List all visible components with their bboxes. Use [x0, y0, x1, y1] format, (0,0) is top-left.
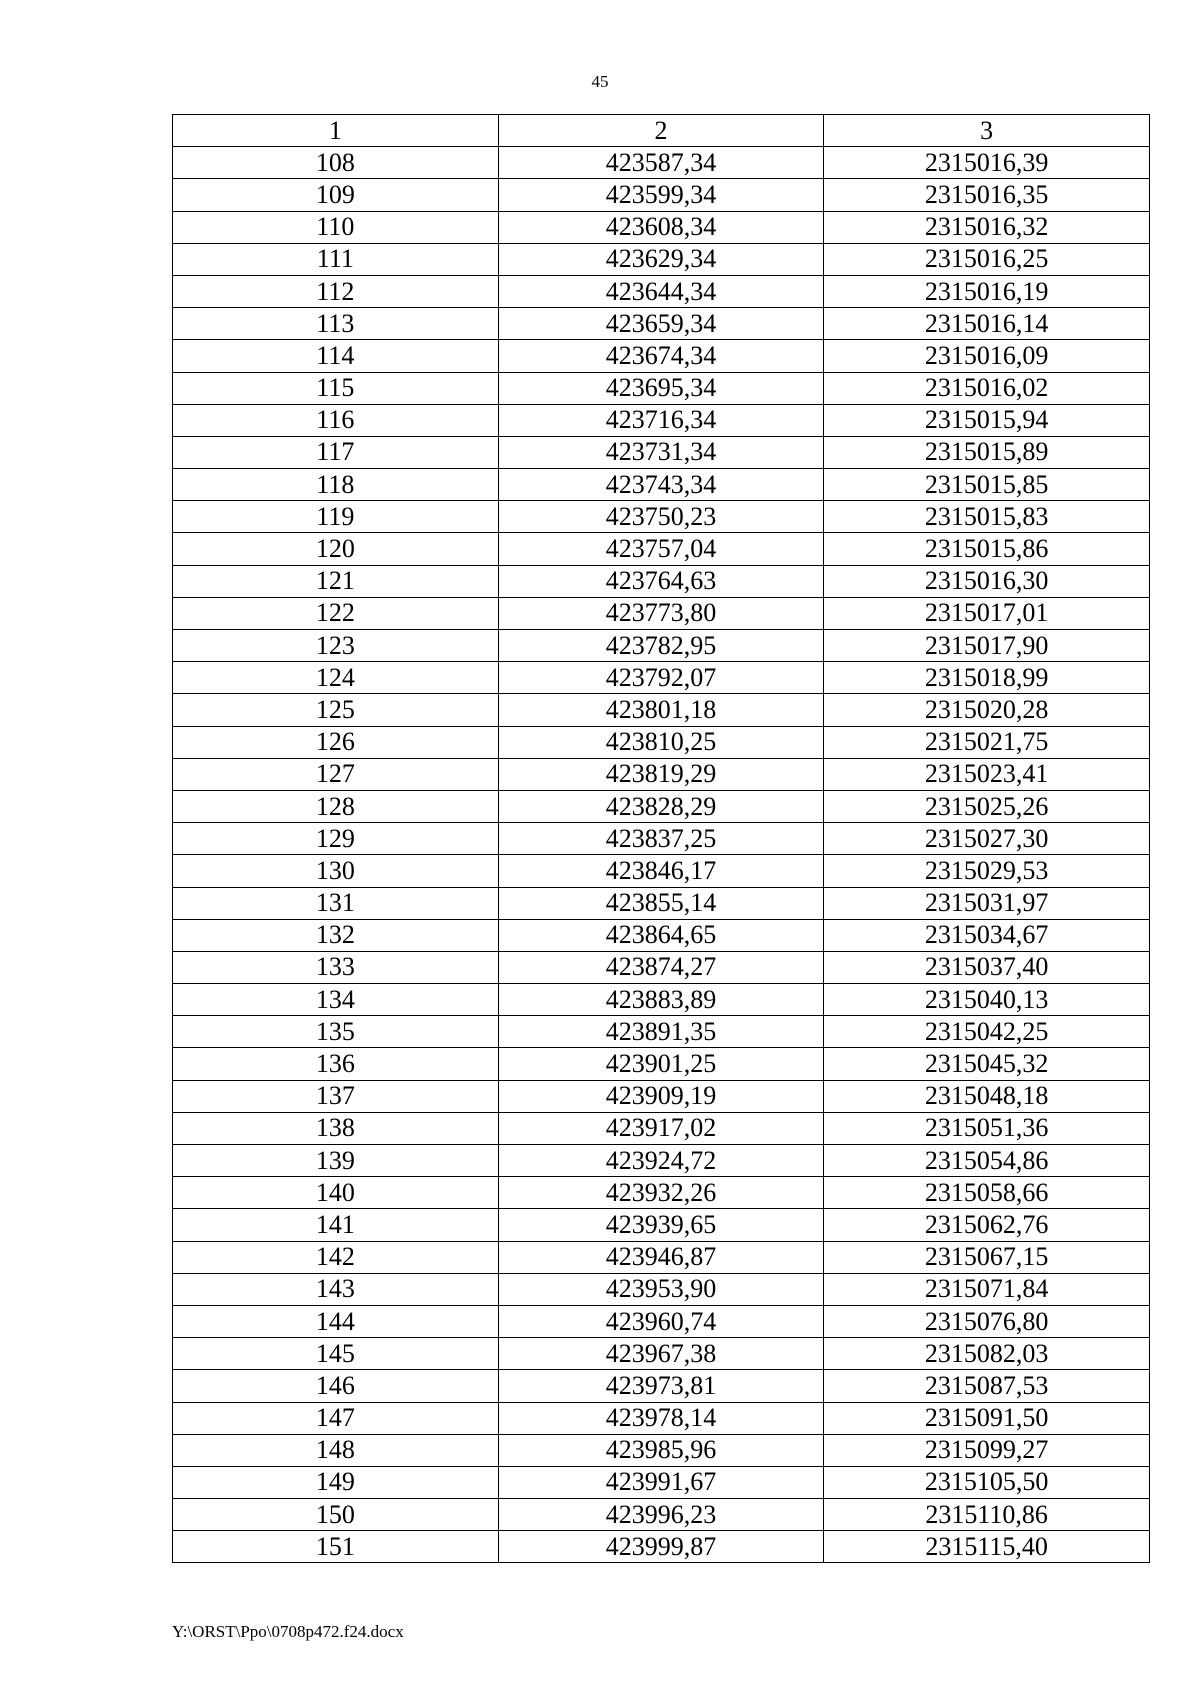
x-coordinate-cell: 423743,34 [498, 469, 824, 501]
x-coordinate-cell: 423695,34 [498, 372, 824, 404]
x-coordinate-cell: 423629,34 [498, 243, 824, 275]
y-coordinate-cell: 2315018,99 [824, 662, 1150, 694]
point-number-cell: 131 [173, 887, 499, 919]
x-coordinate-cell: 423891,35 [498, 1016, 824, 1048]
table-row [173, 372, 1150, 404]
table-row [173, 1145, 1150, 1177]
point-number-cell: 119 [173, 501, 499, 533]
table-row [173, 758, 1150, 790]
column-header-3: 3 [824, 115, 1150, 147]
table-row [173, 404, 1150, 436]
table-row [173, 1209, 1150, 1241]
table-row [173, 790, 1150, 822]
point-number-cell: 127 [173, 758, 499, 790]
point-number-cell: 112 [173, 275, 499, 307]
y-coordinate-cell: 2315045,32 [824, 1048, 1150, 1080]
table-row [173, 1273, 1150, 1305]
y-coordinate-cell: 2315071,84 [824, 1273, 1150, 1305]
point-number-cell: 126 [173, 726, 499, 758]
point-number-cell: 115 [173, 372, 499, 404]
y-coordinate-cell: 2315015,89 [824, 436, 1150, 468]
table-row [173, 726, 1150, 758]
table-row [173, 243, 1150, 275]
y-coordinate-cell: 2315016,14 [824, 308, 1150, 340]
table-row [173, 823, 1150, 855]
y-coordinate-cell: 2315082,03 [824, 1338, 1150, 1370]
y-coordinate-cell: 2315105,50 [824, 1466, 1150, 1498]
y-coordinate-cell: 2315040,13 [824, 984, 1150, 1016]
y-coordinate-cell: 2315025,26 [824, 790, 1150, 822]
point-number-cell: 141 [173, 1209, 499, 1241]
table-header-row [173, 115, 1150, 147]
x-coordinate-cell: 423874,27 [498, 951, 824, 983]
y-coordinate-cell: 2315015,94 [824, 404, 1150, 436]
point-number-cell: 148 [173, 1434, 499, 1466]
x-coordinate-cell: 423953,90 [498, 1273, 824, 1305]
point-number-cell: 130 [173, 855, 499, 887]
table-row [173, 1531, 1150, 1563]
point-number-cell: 108 [173, 147, 499, 179]
page-number: 45 [591, 72, 609, 91]
y-coordinate-cell: 2315051,36 [824, 1112, 1150, 1144]
y-coordinate-cell: 2315016,32 [824, 211, 1150, 243]
point-number-cell: 129 [173, 823, 499, 855]
y-coordinate-cell: 2315015,83 [824, 501, 1150, 533]
table-row [173, 1402, 1150, 1434]
y-coordinate-cell: 2315015,86 [824, 533, 1150, 565]
y-coordinate-cell: 2315076,80 [824, 1305, 1150, 1337]
point-number-cell: 120 [173, 533, 499, 565]
x-coordinate-cell: 423608,34 [498, 211, 824, 243]
x-coordinate-cell: 423917,02 [498, 1112, 824, 1144]
point-number-cell: 144 [173, 1305, 499, 1337]
y-coordinate-cell: 2315016,02 [824, 372, 1150, 404]
x-coordinate-cell: 423837,25 [498, 823, 824, 855]
x-coordinate-cell: 423901,25 [498, 1048, 824, 1080]
point-number-cell: 133 [173, 951, 499, 983]
y-coordinate-cell: 2315027,30 [824, 823, 1150, 855]
y-coordinate-cell: 2315031,97 [824, 887, 1150, 919]
table-row [173, 179, 1150, 211]
x-coordinate-cell: 423985,96 [498, 1434, 824, 1466]
x-coordinate-cell: 423716,34 [498, 404, 824, 436]
y-coordinate-cell: 2315099,27 [824, 1434, 1150, 1466]
x-coordinate-cell: 423960,74 [498, 1305, 824, 1337]
x-coordinate-cell: 423674,34 [498, 340, 824, 372]
table-row [173, 533, 1150, 565]
x-coordinate-cell: 423644,34 [498, 275, 824, 307]
table-row [173, 211, 1150, 243]
table-row [173, 984, 1150, 1016]
point-number-cell: 128 [173, 790, 499, 822]
point-number-cell: 116 [173, 404, 499, 436]
table-row [173, 951, 1150, 983]
y-coordinate-cell: 2315016,30 [824, 565, 1150, 597]
x-coordinate-cell: 423750,23 [498, 501, 824, 533]
table-row [173, 1241, 1150, 1273]
table-row [173, 308, 1150, 340]
table-row [173, 630, 1150, 662]
x-coordinate-cell: 423999,87 [498, 1531, 824, 1563]
table-row [173, 147, 1150, 179]
x-coordinate-cell: 423946,87 [498, 1241, 824, 1273]
table-header [173, 115, 1150, 147]
x-coordinate-cell: 423855,14 [498, 887, 824, 919]
y-coordinate-cell: 2315021,75 [824, 726, 1150, 758]
y-coordinate-cell: 2315042,25 [824, 1016, 1150, 1048]
x-coordinate-cell: 423883,89 [498, 984, 824, 1016]
y-coordinate-cell: 2315016,35 [824, 179, 1150, 211]
x-coordinate-cell: 423864,65 [498, 919, 824, 951]
y-coordinate-cell: 2315058,66 [824, 1177, 1150, 1209]
x-coordinate-cell: 423846,17 [498, 855, 824, 887]
table-row [173, 1370, 1150, 1402]
point-number-cell: 139 [173, 1145, 499, 1177]
table-row [173, 275, 1150, 307]
point-number-cell: 146 [173, 1370, 499, 1402]
footer-file-path: Y:\ORST\Ppo\0708p472.f24.docx [172, 1622, 404, 1641]
y-coordinate-cell: 2315087,53 [824, 1370, 1150, 1402]
y-coordinate-cell: 2315054,86 [824, 1145, 1150, 1177]
point-number-cell: 138 [173, 1112, 499, 1144]
table-row [173, 1434, 1150, 1466]
x-coordinate-cell: 423587,34 [498, 147, 824, 179]
x-coordinate-cell: 423939,65 [498, 1209, 824, 1241]
point-number-cell: 111 [173, 243, 499, 275]
table-row [173, 469, 1150, 501]
point-number-cell: 113 [173, 308, 499, 340]
point-number-cell: 132 [173, 919, 499, 951]
x-coordinate-cell: 423819,29 [498, 758, 824, 790]
point-number-cell: 136 [173, 1048, 499, 1080]
y-coordinate-cell: 2315110,86 [824, 1499, 1150, 1531]
x-coordinate-cell: 423909,19 [498, 1080, 824, 1112]
point-number-cell: 110 [173, 211, 499, 243]
y-coordinate-cell: 2315016,25 [824, 243, 1150, 275]
table-row [173, 887, 1150, 919]
x-coordinate-cell: 423978,14 [498, 1402, 824, 1434]
y-coordinate-cell: 2315037,40 [824, 951, 1150, 983]
x-coordinate-cell: 423659,34 [498, 308, 824, 340]
table-row [173, 1499, 1150, 1531]
y-coordinate-cell: 2315034,67 [824, 919, 1150, 951]
x-coordinate-cell: 423801,18 [498, 694, 824, 726]
column-header-1: 1 [173, 115, 499, 147]
point-number-cell: 117 [173, 436, 499, 468]
table-row [173, 565, 1150, 597]
table-row [173, 1177, 1150, 1209]
y-coordinate-cell: 2315015,85 [824, 469, 1150, 501]
table-row [173, 694, 1150, 726]
point-number-cell: 124 [173, 662, 499, 694]
table-row [173, 1466, 1150, 1498]
column-header-2: 2 [498, 115, 824, 147]
point-number-cell: 142 [173, 1241, 499, 1273]
y-coordinate-cell: 2315016,39 [824, 147, 1150, 179]
y-coordinate-cell: 2315048,18 [824, 1080, 1150, 1112]
y-coordinate-cell: 2315017,01 [824, 597, 1150, 629]
point-number-cell: 134 [173, 984, 499, 1016]
point-number-cell: 137 [173, 1080, 499, 1112]
x-coordinate-cell: 423764,63 [498, 565, 824, 597]
y-coordinate-cell: 2315091,50 [824, 1402, 1150, 1434]
x-coordinate-cell: 423792,07 [498, 662, 824, 694]
point-number-cell: 150 [173, 1499, 499, 1531]
point-number-cell: 118 [173, 469, 499, 501]
x-coordinate-cell: 423773,80 [498, 597, 824, 629]
y-coordinate-cell: 2315016,19 [824, 275, 1150, 307]
x-coordinate-cell: 423599,34 [498, 179, 824, 211]
point-number-cell: 121 [173, 565, 499, 597]
point-number-cell: 147 [173, 1402, 499, 1434]
y-coordinate-cell: 2315067,15 [824, 1241, 1150, 1273]
table-row [173, 436, 1150, 468]
point-number-cell: 140 [173, 1177, 499, 1209]
table-row [173, 919, 1150, 951]
point-number-cell: 123 [173, 630, 499, 662]
point-number-cell: 151 [173, 1531, 499, 1563]
point-number-cell: 149 [173, 1466, 499, 1498]
point-number-cell: 125 [173, 694, 499, 726]
table-row [173, 501, 1150, 533]
table-row [173, 1112, 1150, 1144]
x-coordinate-cell: 423967,38 [498, 1338, 824, 1370]
table-row [173, 1338, 1150, 1370]
y-coordinate-cell: 2315020,28 [824, 694, 1150, 726]
table-body [173, 147, 1150, 1563]
y-coordinate-cell: 2315016,09 [824, 340, 1150, 372]
point-number-cell: 145 [173, 1338, 499, 1370]
x-coordinate-cell: 423782,95 [498, 630, 824, 662]
table-row [173, 1080, 1150, 1112]
point-number-cell: 109 [173, 179, 499, 211]
point-number-cell: 143 [173, 1273, 499, 1305]
table-row [173, 662, 1150, 694]
x-coordinate-cell: 423757,04 [498, 533, 824, 565]
x-coordinate-cell: 423932,26 [498, 1177, 824, 1209]
x-coordinate-cell: 423973,81 [498, 1370, 824, 1402]
table-row [173, 340, 1150, 372]
y-coordinate-cell: 2315115,40 [824, 1531, 1150, 1563]
y-coordinate-cell: 2315029,53 [824, 855, 1150, 887]
y-coordinate-cell: 2315062,76 [824, 1209, 1150, 1241]
table-row [173, 597, 1150, 629]
table-row [173, 1305, 1150, 1337]
x-coordinate-cell: 423828,29 [498, 790, 824, 822]
table-row [173, 855, 1150, 887]
x-coordinate-cell: 423924,72 [498, 1145, 824, 1177]
x-coordinate-cell: 423810,25 [498, 726, 824, 758]
coordinates-table [172, 114, 1150, 1563]
table-row [173, 1016, 1150, 1048]
point-number-cell: 114 [173, 340, 499, 372]
x-coordinate-cell: 423996,23 [498, 1499, 824, 1531]
point-number-cell: 135 [173, 1016, 499, 1048]
y-coordinate-cell: 2315023,41 [824, 758, 1150, 790]
point-number-cell: 122 [173, 597, 499, 629]
table-row [173, 1048, 1150, 1080]
y-coordinate-cell: 2315017,90 [824, 630, 1150, 662]
x-coordinate-cell: 423731,34 [498, 436, 824, 468]
x-coordinate-cell: 423991,67 [498, 1466, 824, 1498]
